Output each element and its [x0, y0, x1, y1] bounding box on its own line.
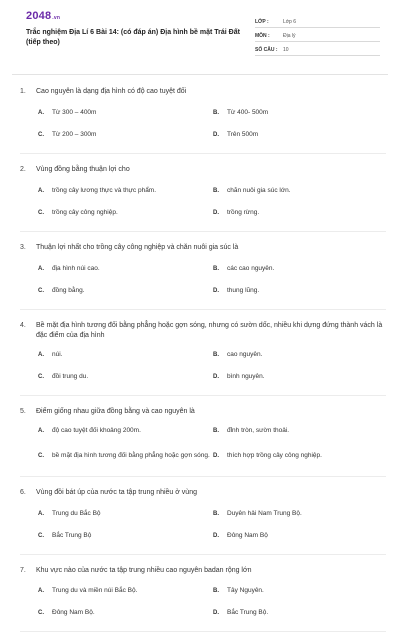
- option-text: Duyên hải Nam Trung Bộ.: [227, 510, 302, 518]
- question-number: 6.: [20, 489, 26, 496]
- option-letter: D.: [213, 610, 219, 617]
- question-text: Vùng đồi bát úp của nước ta tập trung nhiều ở vùng: [36, 489, 197, 496]
- question-list: [0, 75, 400, 632]
- answer-option-b[interactable]: [213, 508, 386, 521]
- answer-option-c[interactable]: [38, 607, 213, 620]
- option-text: Trung du và miền núi Bắc Bộ.: [52, 587, 138, 595]
- option-letter: D.: [213, 452, 219, 459]
- option-letter: C.: [38, 374, 44, 381]
- meta-value: Địa lý: [283, 33, 296, 39]
- question-number: 4.: [20, 322, 26, 329]
- option-letter: B.: [213, 188, 219, 195]
- question-item: [20, 555, 386, 632]
- option-letter: B.: [213, 266, 219, 273]
- question-stem: [20, 488, 386, 498]
- question-text: Thuận lợi nhất cho trồng cây công nghiệp và chăn nuôi gia súc là: [36, 244, 239, 251]
- option-letter: C.: [38, 533, 44, 540]
- option-text: đỉnh tròn, sườn thoải.: [227, 427, 290, 435]
- option-letter: C.: [38, 610, 44, 617]
- option-text: núi.: [52, 351, 63, 359]
- meta-value: Lớp 6: [283, 19, 297, 25]
- option-text: các cao nguyên.: [227, 265, 275, 273]
- question-text: Điểm giống nhau giữa đồng bằng và cao nguyên là: [36, 408, 195, 415]
- option-text: độ cao tuyệt đối khoảng 200m.: [52, 427, 141, 435]
- logo-domain: .vn: [52, 15, 61, 21]
- option-letter: A.: [38, 588, 44, 595]
- option-letter: A.: [38, 352, 44, 359]
- answer-option-a[interactable]: [38, 107, 213, 120]
- answer-options: [20, 185, 386, 229]
- page-title: Trắc nghiệm Địa Lí 6 Bài 14: (có đáp án) Địa hình bề mặt Trái Đất (tiếp theo): [26, 29, 240, 46]
- option-letter: C.: [38, 210, 44, 217]
- answer-option-b[interactable]: [213, 107, 386, 120]
- answer-option-c[interactable]: [38, 530, 213, 543]
- question-text: Cao nguyên là dạng địa hình có độ cao tuyệt đối: [36, 88, 187, 95]
- question-stem: [20, 407, 386, 417]
- meta-label: LỚP :: [255, 19, 269, 25]
- option-text: đồng bằng.: [52, 287, 85, 295]
- option-letter: C.: [38, 132, 44, 139]
- answer-options: [20, 263, 386, 307]
- question-number: 7.: [20, 567, 26, 574]
- answer-option-d[interactable]: [213, 607, 386, 620]
- question-stem: [20, 243, 386, 253]
- answer-option-d[interactable]: [213, 207, 386, 220]
- answer-option-b[interactable]: [213, 263, 386, 276]
- option-text: cao nguyên.: [227, 351, 263, 359]
- option-text: đồi trung du.: [52, 373, 89, 381]
- meta-row-subject: [255, 28, 380, 42]
- option-text: Từ 300 – 400m: [52, 109, 97, 117]
- option-text: thích hợp trồng cây công nghiệp.: [227, 451, 322, 459]
- option-text: bình nguyên.: [227, 373, 265, 381]
- option-text: Từ 400- 500m: [227, 109, 269, 117]
- answer-options: [20, 585, 386, 629]
- answer-option-a[interactable]: [38, 185, 213, 198]
- question-stem: [20, 321, 386, 341]
- option-letter: D.: [213, 132, 219, 139]
- option-letter: B.: [213, 588, 219, 595]
- answer-options: [20, 425, 386, 474]
- logo-text: 2048: [26, 10, 52, 22]
- question-text: Khu vực nào của nước ta tập trung nhiều cao nguyên badan rộng lớn: [36, 567, 252, 574]
- question-number: 2.: [20, 166, 26, 173]
- answer-option-b[interactable]: [213, 425, 386, 438]
- option-text: Từ 200 – 300m: [52, 131, 97, 139]
- option-letter: A.: [38, 266, 44, 273]
- answer-option-b[interactable]: [213, 585, 386, 598]
- option-text: Trung du Bắc Bộ: [52, 510, 101, 518]
- question-stem: [20, 566, 386, 576]
- answer-option-a[interactable]: [38, 508, 213, 521]
- header: [0, 0, 400, 66]
- answer-option-a[interactable]: [38, 349, 213, 362]
- meta-label: MÔN :: [255, 33, 270, 39]
- option-text: trồng rừng.: [227, 209, 260, 217]
- option-text: Tây Nguyên.: [227, 587, 264, 595]
- option-text: trồng cây công nghiệp.: [52, 209, 118, 217]
- answer-option-c[interactable]: [38, 447, 213, 465]
- question-text: Vùng đồng bằng thuận lợi cho: [36, 166, 130, 173]
- option-letter: D.: [213, 533, 219, 540]
- answer-option-b[interactable]: [213, 185, 386, 198]
- option-text: trồng cây lương thực và thực phẩm.: [52, 187, 157, 195]
- question-number: 1.: [20, 88, 26, 95]
- option-letter: D.: [213, 210, 219, 217]
- answer-option-a[interactable]: [38, 585, 213, 598]
- answer-option-d[interactable]: [213, 285, 386, 298]
- option-text: Trên 500m: [227, 131, 259, 139]
- answer-option-c[interactable]: [38, 371, 213, 384]
- question-number: 3.: [20, 244, 26, 251]
- question-stem: [20, 165, 386, 175]
- answer-option-d[interactable]: [213, 447, 386, 465]
- answer-options: [20, 508, 386, 552]
- option-letter: D.: [213, 288, 219, 295]
- meta-label: SỐ CÂU :: [255, 47, 278, 53]
- option-letter: C.: [38, 288, 44, 295]
- question-stem: [20, 87, 386, 97]
- option-text: Đông Nam Bộ.: [52, 609, 95, 617]
- question-item: [20, 477, 386, 555]
- answer-option-d[interactable]: [213, 129, 386, 142]
- question-item: [20, 75, 386, 154]
- option-letter: B.: [213, 428, 219, 435]
- option-letter: B.: [213, 352, 219, 359]
- meta-table: [255, 14, 380, 56]
- option-text: địa hình núi cao.: [52, 265, 100, 273]
- question-item: [20, 154, 386, 232]
- option-text: bề mặt địa hình tương đối bằng phẳng hoặc gợn sóng.: [52, 451, 210, 459]
- option-text: Bắc Trung Bộ.: [227, 609, 269, 617]
- option-text: chăn nuôi gia súc lớn.: [227, 187, 291, 195]
- option-text: thung lũng.: [227, 287, 260, 295]
- answer-option-d[interactable]: [213, 371, 386, 384]
- meta-row-class: [255, 14, 380, 28]
- question-number: 5.: [20, 408, 26, 415]
- question-item: [20, 310, 386, 396]
- question-text: Bề mặt địa hình tương đối bằng phẳng hoặc gợn sóng, nhưng có sườn dốc, nhiều khi dựng đứng thành vách là đặc điểm của địa hình: [36, 322, 383, 339]
- answer-options: [20, 349, 386, 393]
- meta-value: 10: [283, 47, 289, 53]
- answer-option-d[interactable]: [213, 530, 386, 543]
- question-item: [20, 396, 386, 477]
- option-letter: A.: [38, 428, 44, 435]
- answer-option-c[interactable]: [38, 207, 213, 220]
- answer-option-a[interactable]: [38, 263, 213, 276]
- option-letter: A.: [38, 188, 44, 195]
- question-item: [20, 232, 386, 310]
- answer-option-c[interactable]: [38, 129, 213, 142]
- option-letter: A.: [38, 511, 44, 518]
- option-letter: A.: [38, 110, 44, 117]
- option-letter: C.: [38, 452, 44, 459]
- option-letter: D.: [213, 374, 219, 381]
- option-text: Đông Nam Bộ: [227, 532, 268, 540]
- option-letter: B.: [213, 110, 219, 117]
- answer-option-a[interactable]: [38, 425, 213, 438]
- answer-option-b[interactable]: [213, 349, 386, 362]
- answer-option-c[interactable]: [38, 285, 213, 298]
- option-text: Bắc Trung Bộ: [52, 532, 92, 540]
- meta-row-count: [255, 42, 380, 56]
- option-letter: B.: [213, 511, 219, 518]
- answer-options: [20, 107, 386, 151]
